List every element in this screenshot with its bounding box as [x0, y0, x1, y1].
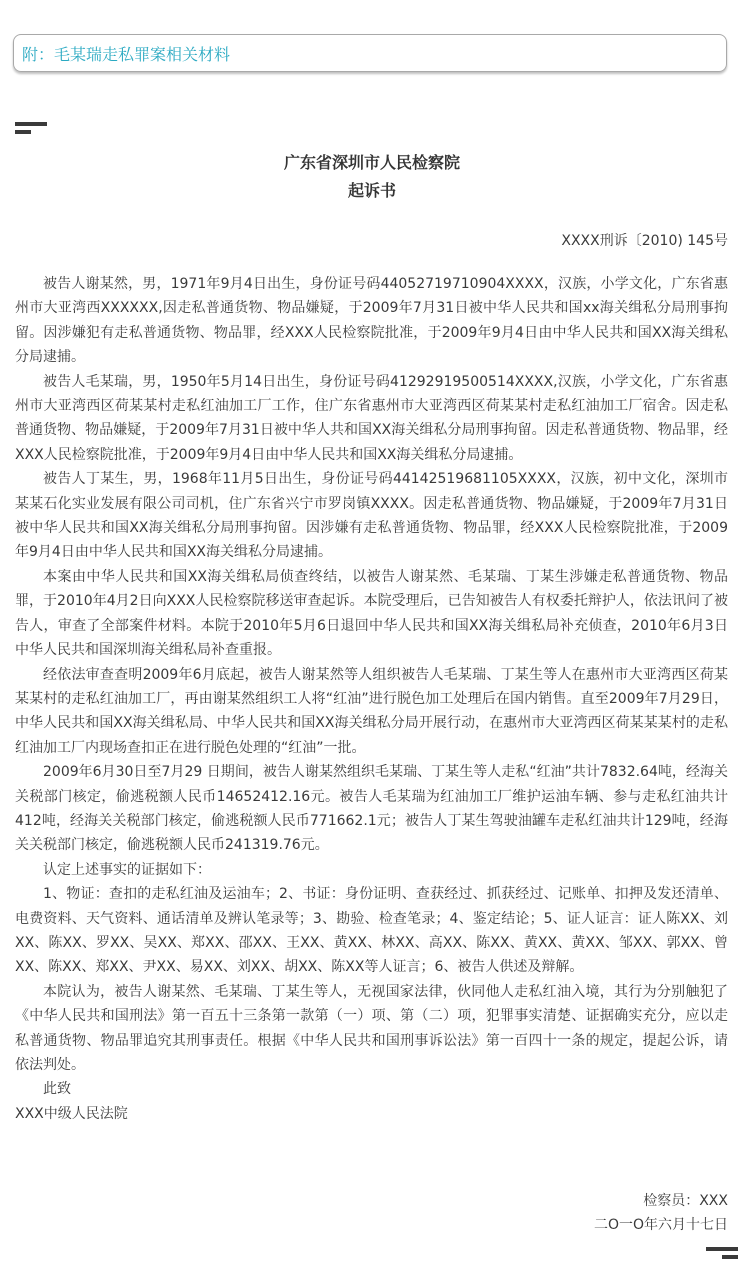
paragraph: 认定上述事实的证据如下： — [43, 861, 211, 878]
paragraph: 被告人毛某瑞，男，1950年5月14日出生，身份证号码41292919500514XXXX,汉族，小学文化，广东省惠州市大亚湾西区荷某某村走私红油加工厂工作，住广东省惠州市大亚湾西区荷某某村走私红油加工厂宿舍。因走私普通货物、物品嫌疑，于2009年7月31日被中华人共和国XX海关缉私分局刑事拘留。因走私普通货物、物品罪，经XXX人民检察院批准，于2009年9月4日由中华人民共和国XX海关缉私分局逮捕。 — [15, 373, 728, 463]
paragraph: 本案由中华人民共和国XX海关缉私局侦查终结，以被告人谢某然、毛某瑞、丁某生涉嫌走私普通货物、物品罪，于2010年4月2日向XXX人民检察院移送审查起诉。本院受理后，已告知被告人有权委托辩护人，依法讯问了被告人，审查了全部案件材料。本院于2010年5月6日退回中华人民共和国XX海关缉私局补充侦查，2010年6月3日中华人民共和国深圳海关缉私局补查重报。 — [15, 568, 728, 659]
decor-bar — [15, 122, 47, 126]
header-box — [13, 34, 727, 72]
paragraph: 被告人丁某生，男，1968年11月5日出生，身份证号码44142519681105XXXX，汉族，初中文化，深圳市某某石化实业发展有限公司司机，住广东省兴宁市罗岗镇XXXX。因走私普通货物、物品嫌疑，于2009年7月31日被中华人民共和国XX海关缉私分局刑事拘留。因涉嫌有走私普通货物、物品罪，经XXX人民检察院批准，于2009年9月4日由中华人民共和国XX海关缉私分局逮捕。 — [15, 471, 728, 561]
document-date: 二O一O年六月十七日 — [593, 1217, 728, 1233]
paragraph: 本院认为，被告人谢某然、毛某瑞、丁某生等人，无视国家法律，伙同他人走私红油入境，其行为分别触犯了《中华人民共和国刑法》第一百五十三条第一款第（一）项、第（二）项，犯罪事实清楚、证据确实充分，应以走私普通货物、物品罪追究其刑事责任。根据《中华人民共和国刑事诉讼法》第一百四十一条的规定，提起公诉，请依法判处。 — [15, 983, 728, 1073]
paragraph: 1、物证：查扣的走私红油及运油车；2、书证：身份证明、查获经过、抓获经过、记账单、扣押及发还清单、电费资料、天气资料、通话清单及辨认笔录等；3、勘验、检查笔录；4、鉴定结论；5、证人证言：证人陈XX、刘XX、陈XX、罗XX、吴XX、郑XX、邵XX、王XX、黄XX、林XX、高XX、陈XX、黄XX、黄XX、邹XX、郭XX、曾XX、陈XX、郑XX、尹XX、易XX、刘XX、胡XX、陈XX等人证言；6、被告人供述及辩解。 — [15, 886, 728, 976]
decor-bar — [15, 130, 31, 134]
paragraph: 此致 — [43, 1081, 71, 1098]
paragraph: 2009年6月30日至7月29 日期间，被告人谢某然组织毛某瑞、丁某生等人走私“红油”共计7832.64吨，经海关关税部门核定，偷逃税额人民币14652412.16元。被告人毛某瑞为红油加工厂维护运油车辆、参与走私红油共计412吨，经海关关税部门核定，偷逃税额人民币771662.1元；被告人丁某生驾驶油罐车走私红油共计129吨，经海关关税部门核定，偷逃税额人民币241319.76元。 — [15, 764, 728, 854]
document-subtitle: 起诉书 — [347, 181, 396, 200]
decor-bar — [722, 1255, 738, 1259]
document-title: 广东省深圳市人民检察院 — [283, 153, 460, 172]
decor-bar — [706, 1247, 738, 1251]
document-body — [15, 272, 728, 1126]
document-number: XXXX刑诉〔2010) 145号 — [561, 233, 728, 249]
header-title: 附：毛某瑞走私罪案相关材料 — [22, 44, 231, 64]
paragraph: 被告人谢某然，男，1971年9月4日出生，身份证号码44052719710904XXXX，汉族，小学文化，广东省惠州市大亚湾西XXXXXX,因走私普通货物、物品嫌疑，于2009年7月31日被中华人民共和国xx海关缉私分局刑事拘留。因涉嫌犯有走私普通货物、物品罪，经XXX人民检察院批准，于2009年9月4日由中华人民共和国XX海关缉私分局逮捕。 — [15, 276, 728, 366]
prosecutor-signature: 检察员：XXX — [643, 1193, 728, 1209]
paragraph: 经依法审查查明2009年6月底起，被告人谢某然等人组织被告人毛某瑞、丁某生等人在惠州市大亚湾西区荷某某某村的走私红油加工厂，再由谢某然组织工人将“红油”进行脱色加工处理后在国内销售。直至2009年7月29日，中华人民共和国XX海关缉私局、中华人民共和国XX海关缉私分局开展行动，在惠州市大亚湾西区荷某某某村的走私红油加工厂内现场查扣正在进行脱色处理的“红油”一批。 — [15, 666, 728, 756]
recipient: XXX中级人民法院 — [15, 1105, 128, 1122]
